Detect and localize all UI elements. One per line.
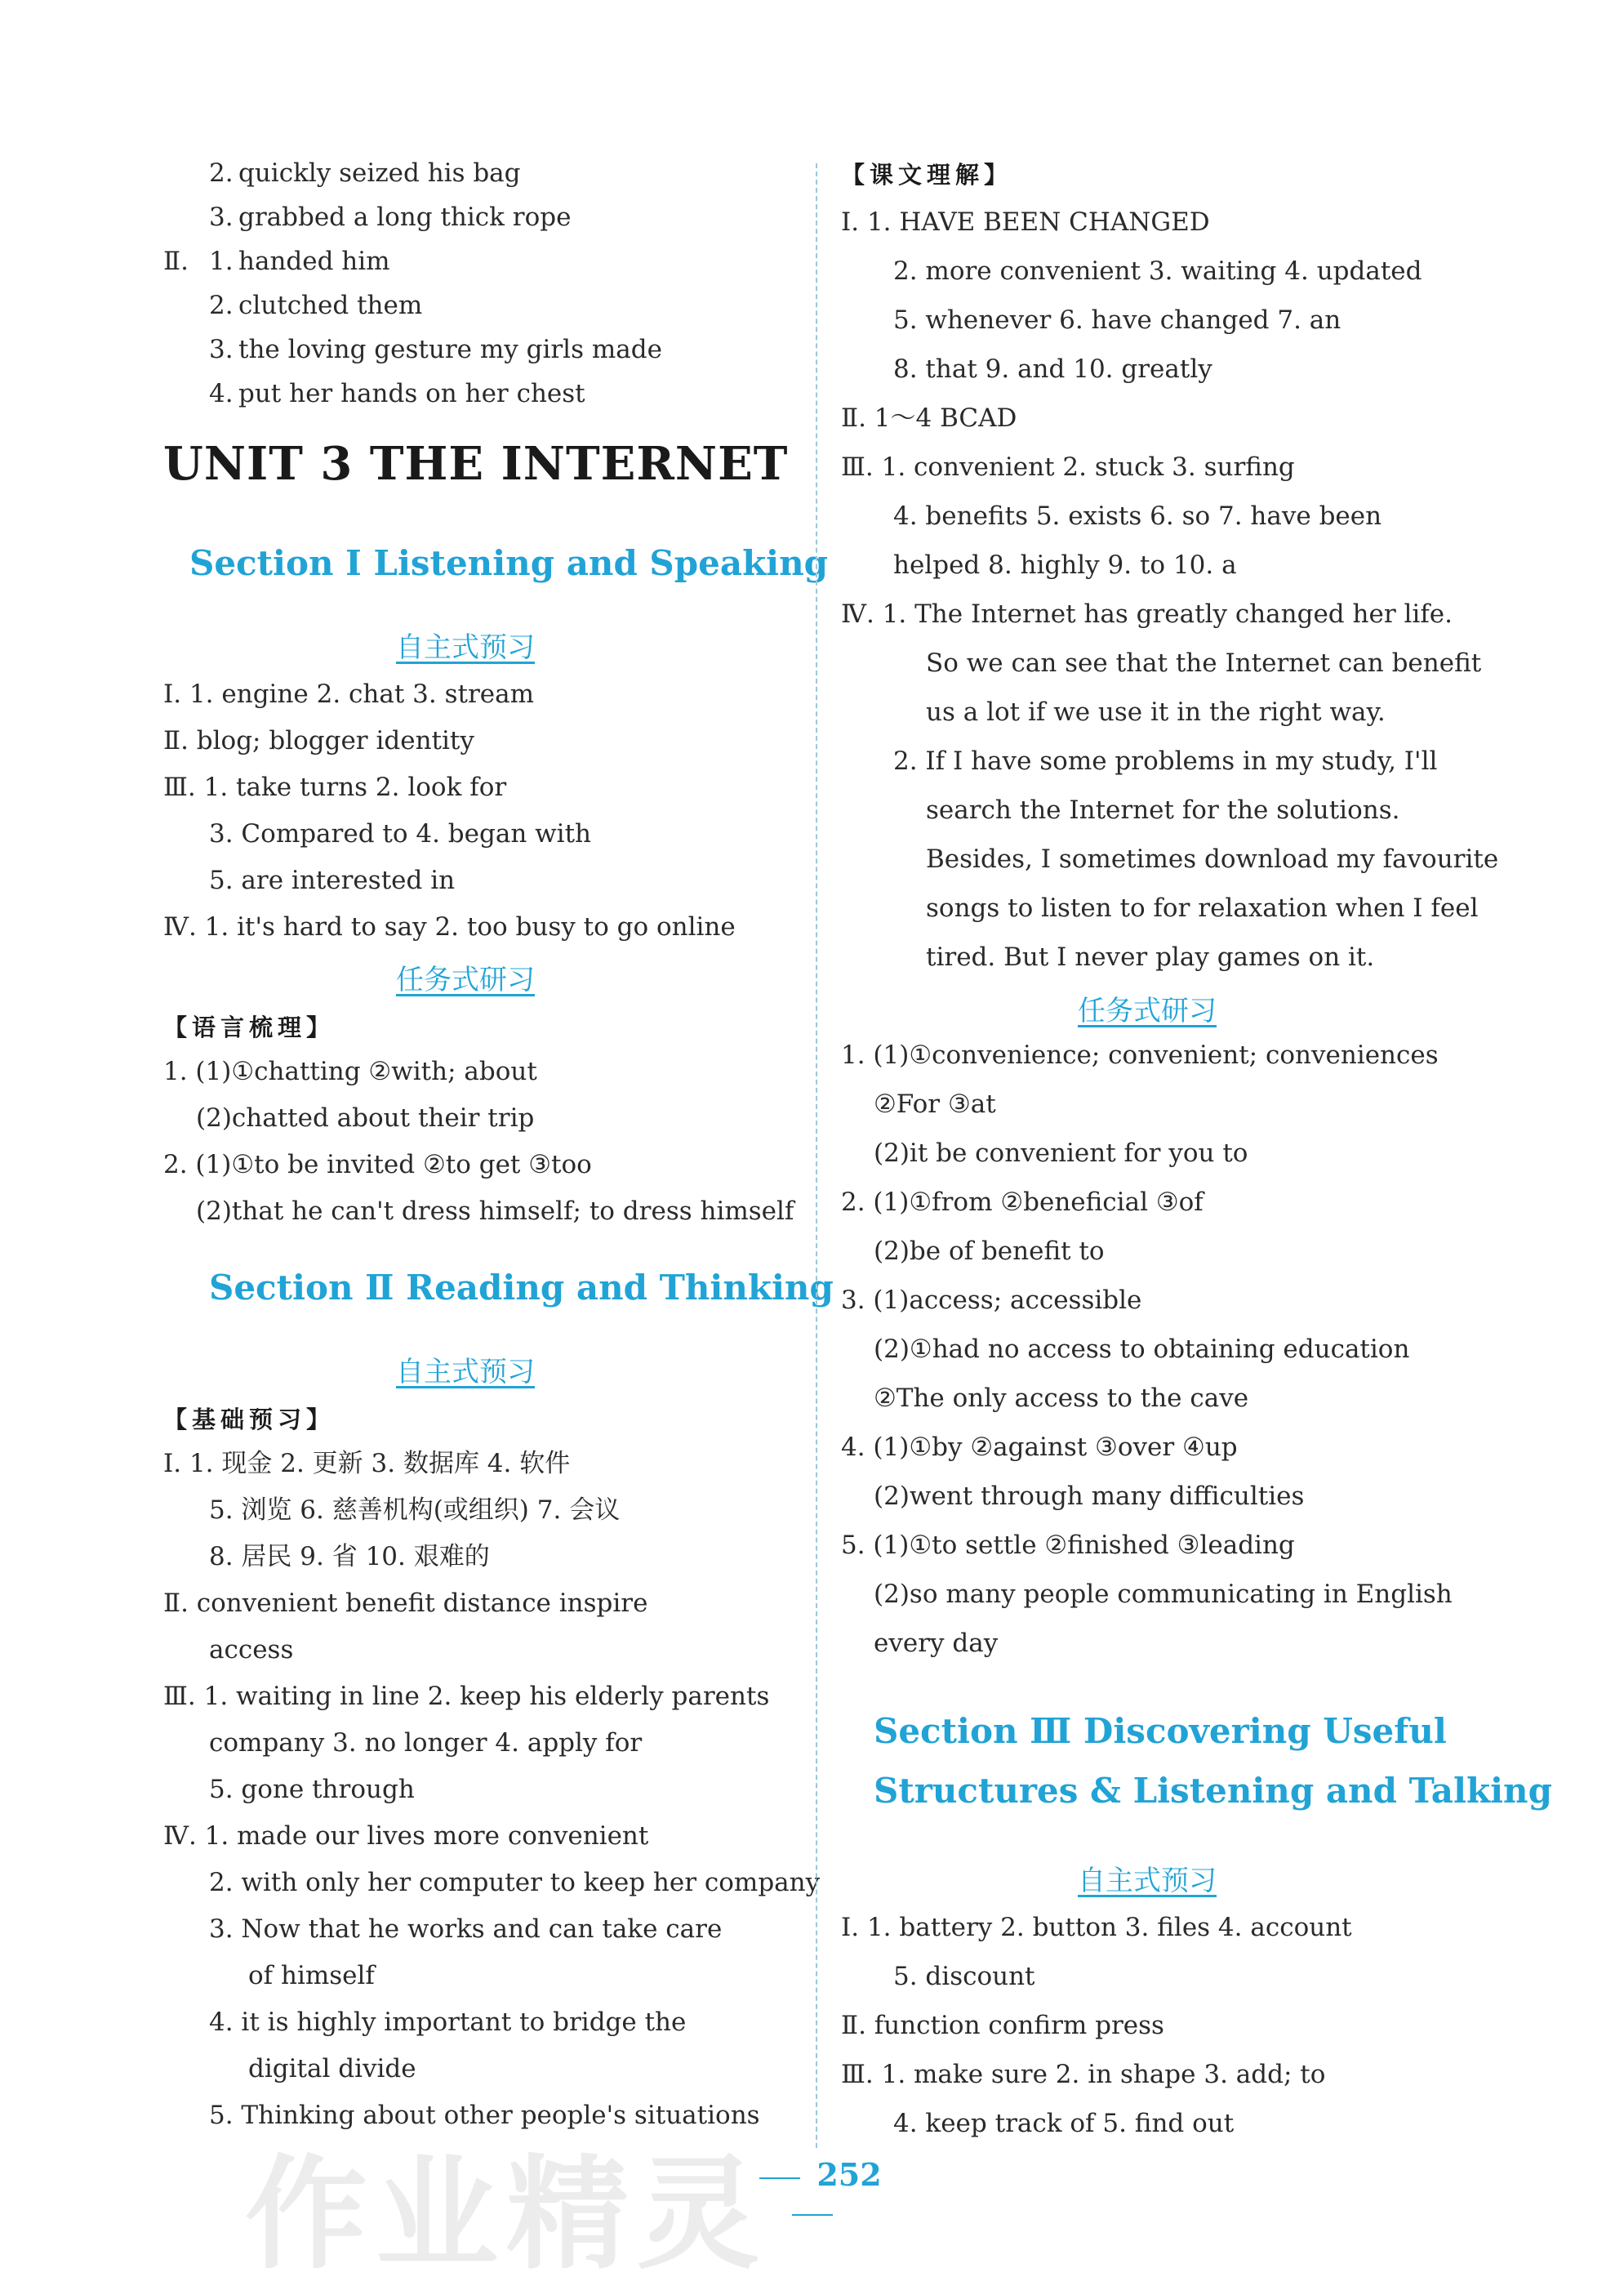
answer-line: (2)chatted about their trip bbox=[196, 1103, 535, 1133]
answer-line: (2)so many people communicating in English bbox=[874, 1580, 1453, 1609]
watermark: 作业精灵 bbox=[245, 2142, 768, 2286]
column-divider bbox=[816, 163, 817, 2148]
section-title: Section Ⅱ Reading and Thinking bbox=[209, 1268, 834, 1308]
sub-title: 自主式预习 bbox=[396, 1356, 535, 1388]
answer-line: 5. 浏览 6. 慈善机构(或组织) 7. 会议 bbox=[209, 1495, 621, 1525]
answer-line: 4. bbox=[209, 379, 234, 408]
answer-line: Ⅰ. 1. engine 2. chat 3. stream bbox=[163, 680, 535, 709]
answer-line: quickly seized his bag bbox=[238, 158, 521, 188]
answer-line: 5. gone through bbox=[209, 1775, 415, 1804]
answer-line: ②For ③at bbox=[874, 1090, 996, 1119]
answer-line: Ⅳ. 1. it's hard to say 2. too busy to go online bbox=[163, 912, 736, 942]
answer-line: 3. bbox=[209, 203, 234, 232]
answer-line: 8. 居民 9. 省 10. 艰难的 bbox=[209, 1542, 490, 1571]
answer-line: Ⅲ. 1. waiting in line 2. keep his elderly parents bbox=[163, 1682, 770, 1711]
answer-line: 1. (1)①convenience; convenient; conveniences bbox=[841, 1041, 1439, 1070]
answer-line: Ⅱ. bbox=[163, 247, 189, 276]
answer-line: digital divide bbox=[248, 2054, 416, 2083]
answer-line: (2)①had no access to obtaining education bbox=[874, 1335, 1410, 1364]
answer-line: 4. it is highly important to bridge the bbox=[209, 2008, 687, 2037]
answer-line: Ⅳ. 1. The Internet has greatly changed her life. bbox=[841, 599, 1453, 629]
answer-line: Ⅱ. blog; blogger identity bbox=[163, 726, 474, 755]
answer-line: Ⅱ. function confirm press bbox=[841, 2011, 1164, 2040]
answer-line: us a lot if we use it in the right way. bbox=[926, 697, 1386, 727]
answer-line: 2. with only her computer to keep her company bbox=[209, 1868, 821, 1897]
answer-line: put her hands on her chest bbox=[238, 379, 585, 408]
sub-title: 任务式研习 bbox=[396, 964, 535, 996]
answer-line: ②The only access to the cave bbox=[874, 1384, 1249, 1413]
answer-line: search the Internet for the solutions. bbox=[926, 795, 1400, 825]
answer-line: Ⅱ. convenient benefit distance inspire bbox=[163, 1589, 648, 1618]
answer-line: So we can see that the Internet can benefit bbox=[926, 648, 1482, 678]
answer-line: Ⅱ. 1～4 BCAD bbox=[841, 403, 1017, 433]
answer-line: Ⅳ. 1. made our lives more convenient bbox=[163, 1821, 649, 1851]
answer-line: company 3. no longer 4. apply for bbox=[209, 1728, 643, 1758]
answer-line: handed him bbox=[238, 247, 390, 276]
sub-title: 自主式预习 bbox=[396, 631, 535, 664]
sub-title: 任务式研习 bbox=[1078, 995, 1217, 1027]
answer-line: (2)be of benefit to bbox=[874, 1237, 1105, 1266]
answer-line: Ⅰ. 1. 现金 2. 更新 3. 数据库 4. 软件 bbox=[163, 1449, 571, 1478]
bracket-heading: 【课文理解】 bbox=[841, 161, 1013, 189]
answer-line: 4. (1)①by ②against ③over ④up bbox=[841, 1433, 1238, 1462]
answer-line: 8. that 9. and 10. greatly bbox=[893, 354, 1212, 384]
answer-line: 2. bbox=[209, 158, 234, 188]
answer-line: (2)it be convenient for you to bbox=[874, 1139, 1248, 1168]
answer-line: every day bbox=[874, 1629, 999, 1658]
answer-line: 3. bbox=[209, 335, 234, 364]
answer-line: 2. (1)①from ②beneficial ③of bbox=[841, 1188, 1204, 1217]
sub-title: 自主式预习 bbox=[1078, 1865, 1217, 1897]
unit-title: UNIT 3 THE INTERNET bbox=[163, 437, 789, 491]
answer-line: 1. bbox=[209, 247, 234, 276]
answer-line: of himself bbox=[248, 1961, 375, 1990]
answer-line: 5. discount bbox=[893, 1962, 1035, 1991]
section-title: Structures & Listening and Talking bbox=[874, 1771, 1552, 1811]
answer-line: Ⅰ. 1. battery 2. button 3. files 4. account bbox=[841, 1913, 1352, 1942]
answer-line: Ⅲ. 1. convenient 2. stuck 3. surfing bbox=[841, 452, 1295, 482]
answer-line: 5. whenever 6. have changed 7. an bbox=[893, 305, 1341, 335]
answer-line: helped 8. highly 9. to 10. a bbox=[893, 550, 1237, 580]
answer-line: Ⅲ. 1. take turns 2. look for bbox=[163, 773, 507, 802]
answer-line: access bbox=[209, 1635, 294, 1664]
answer-line: 4. benefits 5. exists 6. so 7. have been bbox=[893, 501, 1382, 531]
answer-line: Ⅰ. 1. HAVE BEEN CHANGED bbox=[841, 207, 1210, 237]
section-title: Section Ⅰ Listening and Speaking bbox=[189, 543, 829, 583]
page-number-text: 252 bbox=[816, 2156, 882, 2193]
answer-line: 3. Compared to 4. began with bbox=[209, 819, 592, 849]
bracket-heading: 【基础预习】 bbox=[163, 1406, 336, 1433]
answer-line: 3. (1)access; accessible bbox=[841, 1286, 1142, 1315]
answer-line: 2. (1)①to be invited ②to get ③too bbox=[163, 1150, 592, 1179]
answer-line: grabbed a long thick rope bbox=[238, 203, 572, 232]
answer-line: 5. (1)①to settle ②finished ③leading bbox=[841, 1531, 1295, 1560]
bracket-heading: 【语言梳理】 bbox=[163, 1014, 336, 1041]
answer-line: 4. keep track of 5. find out bbox=[893, 2109, 1235, 2138]
answer-line: tired. But I never play games on it. bbox=[926, 943, 1375, 972]
section-title: Section Ⅲ Discovering Useful bbox=[874, 1711, 1447, 1751]
answer-line: clutched them bbox=[238, 291, 423, 320]
answer-line: (2)went through many difficulties bbox=[874, 1482, 1305, 1511]
answer-line: 5. Thinking about other people's situations bbox=[209, 2101, 760, 2130]
answer-line: 3. Now that he works and can take care bbox=[209, 1914, 723, 1944]
answer-line: 1. (1)①chatting ②with; about bbox=[163, 1057, 537, 1086]
answer-line: 2. If I have some problems in my study, I'll bbox=[893, 746, 1438, 776]
answer-line: Besides, I sometimes download my favourite bbox=[926, 844, 1499, 874]
answer-line: songs to listen to for relaxation when I feel bbox=[926, 893, 1479, 923]
answer-line: Ⅲ. 1. make sure 2. in shape 3. add; to bbox=[841, 2060, 1326, 2089]
answer-line: (2)that he can't dress himself; to dress himself bbox=[196, 1197, 794, 1226]
answer-line: 2. bbox=[209, 291, 234, 320]
answer-line: 5. are interested in bbox=[209, 866, 456, 895]
answer-line: the loving gesture my girls made bbox=[238, 335, 662, 364]
answer-line: 2. more convenient 3. waiting 4. updated bbox=[893, 256, 1422, 286]
